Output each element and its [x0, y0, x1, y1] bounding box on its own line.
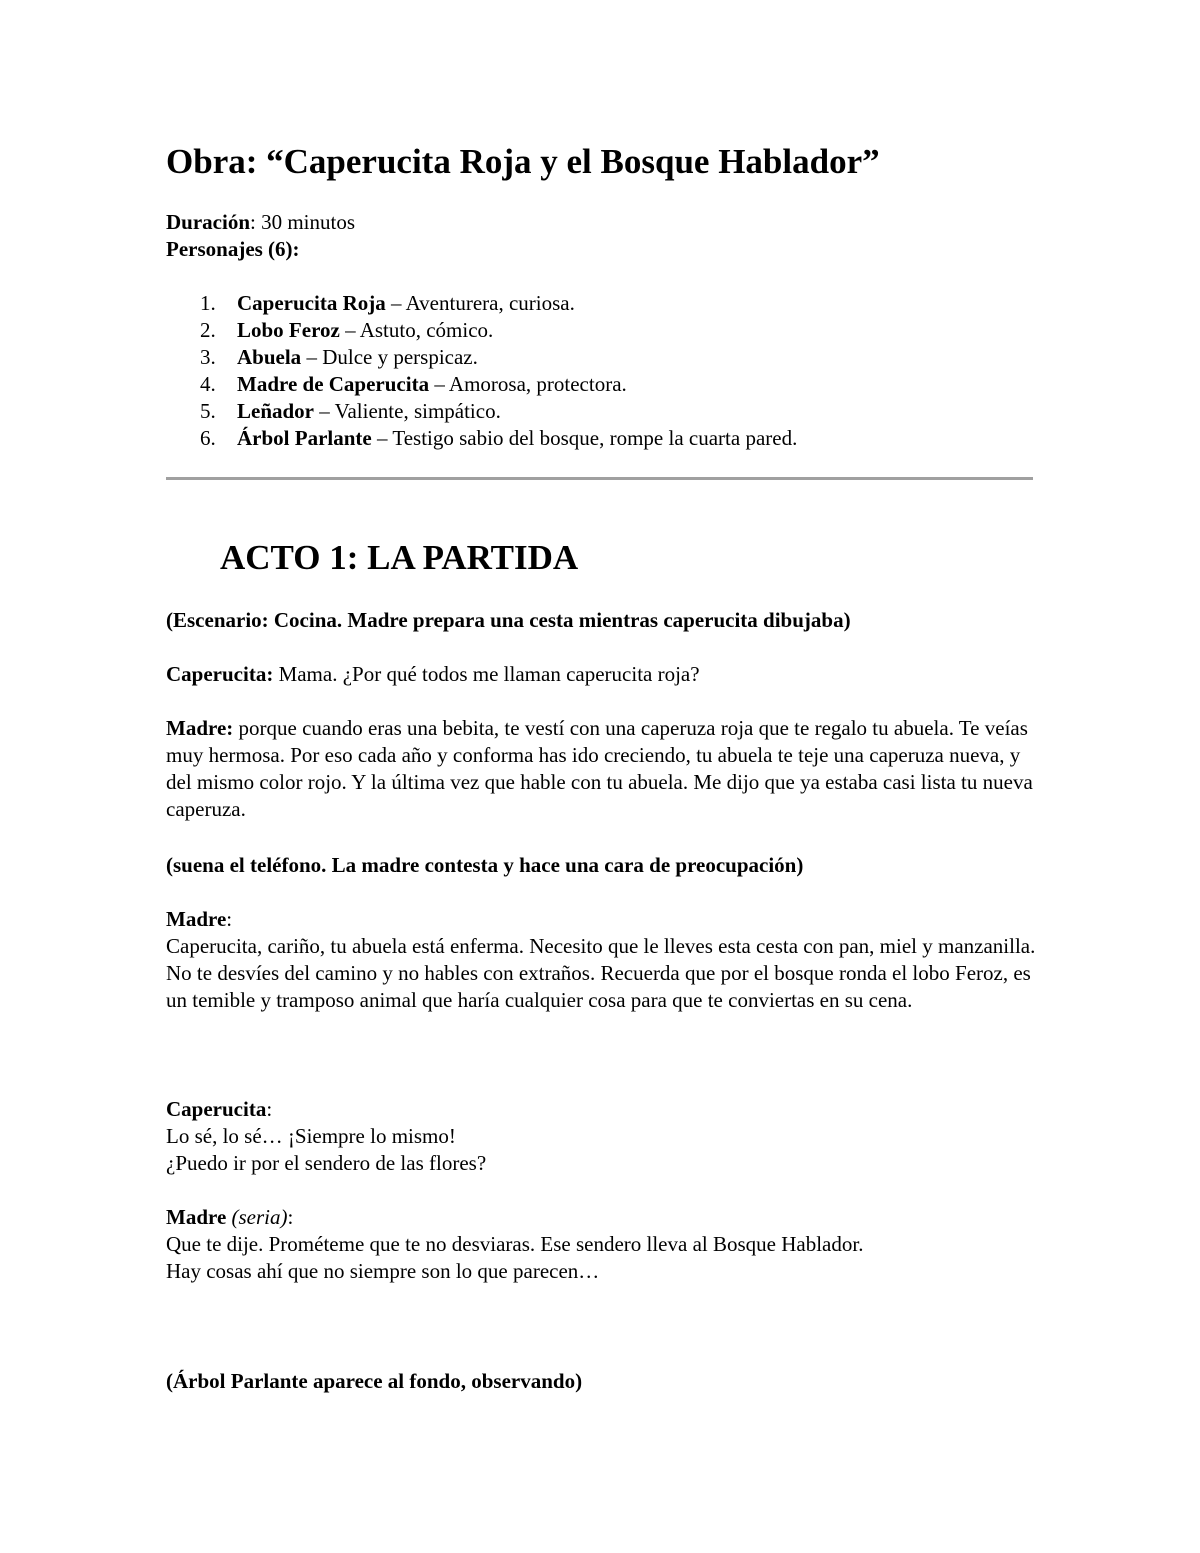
dialogue-text: Hay cosas ahí que no siempre son lo que parecen… — [166, 1259, 600, 1283]
speaker-colon: : — [287, 1205, 294, 1229]
horizontal-divider — [166, 477, 1033, 480]
act-title: ACTO 1: LA PARTIDA — [220, 538, 579, 577]
dialogue-text: porque cuando eras una bebita, te vestí con una caperuza roja que te regalo tu abuela. Te veías muy hermosa. Por eso cada año y conforma has ido creciendo, tu abuela te teje una caperuza nueva, y del mismo color rojo. Y la última vez que hable con tu abuela. Me dijo que ya estaba casi lista tu nueva caperuza. — [166, 716, 1033, 821]
list-number: 3. — [200, 345, 216, 369]
character-name: Madre de Caperucita — [237, 372, 430, 396]
dialogue-text: ¿Puedo ir por el sendero de las flores? — [166, 1151, 487, 1175]
speaker-name: Madre — [166, 1205, 227, 1229]
character-name: Caperucita Roja — [237, 291, 386, 315]
character-item — [166, 317, 797, 344]
character-item — [166, 425, 797, 452]
character-name: Lobo Feroz — [237, 318, 340, 342]
character-description: – Astuto, cómico. — [339, 318, 494, 342]
dialogue-block — [166, 1096, 1036, 1177]
character-description: – Amorosa, protectora. — [429, 372, 627, 396]
character-description: – Aventurera, curiosa. — [385, 291, 575, 315]
dialogue-text: No te desvíes del camino y no hables con extraños. Recuerda que por el bosque ronda el lobo Feroz, es un temible y tramposo animal que haría cualquier cosa para que te conviertas en su cena. — [166, 961, 1031, 1012]
speaker-name: Caperucita — [166, 1097, 267, 1121]
dialogue-block — [166, 906, 1036, 1014]
speaker-line — [166, 1096, 1036, 1123]
stage-direction: (Escenario: Cocina. Madre prepara una cesta mientras caperucita dibujaba) — [166, 608, 851, 632]
stage-direction: (suena el teléfono. La madre contesta y hace una cara de preocupación) — [166, 853, 804, 877]
character-name: Árbol Parlante — [237, 426, 372, 450]
duration-label: Duración — [166, 210, 250, 234]
character-item — [166, 398, 797, 425]
dialogue-text: Mama. ¿Por qué todos me llaman caperucita roja? — [273, 662, 700, 686]
duration-line — [166, 209, 355, 235]
speaker-name: Caperucita: — [166, 662, 274, 686]
speaker-colon: : — [266, 1097, 273, 1121]
play-title: Obra: “Caperucita Roja y el Bosque Hablador” — [166, 142, 880, 181]
speaker-name: Madre: — [166, 716, 234, 740]
dialogue-line — [166, 661, 1036, 688]
character-item — [166, 290, 797, 317]
speaker-line — [166, 1204, 1036, 1231]
characters-list — [166, 290, 797, 452]
list-number: 1. — [200, 291, 216, 315]
speaker-name: Madre — [166, 907, 227, 931]
speaker-line — [166, 906, 1036, 933]
character-name: Abuela — [237, 345, 302, 369]
dialogue-block — [166, 1204, 1036, 1285]
stage-note: (seria) — [231, 1205, 288, 1229]
list-number: 2. — [200, 318, 216, 342]
character-description: – Valiente, simpático. — [314, 399, 501, 423]
stage-direction: (Árbol Parlante aparece al fondo, observando) — [166, 1369, 583, 1393]
list-number: 6. — [200, 426, 216, 450]
character-description: – Dulce y perspicaz. — [301, 345, 478, 369]
duration-value: : 30 minutos — [250, 210, 356, 234]
dialogue-text: Lo sé, lo sé… ¡Siempre lo mismo! — [166, 1124, 456, 1148]
character-name: Leñador — [237, 399, 315, 423]
character-description: – Testigo sabio del bosque, rompe la cuarta pared. — [371, 426, 798, 450]
dialogue-text: Caperucita, cariño, tu abuela está enferma. Necesito que le lleves esta cesta con pan, miel y manzanilla. — [166, 934, 1036, 958]
dialogue-text: Que te dije. Prométeme que te no desviaras. Ese sendero lleva al Bosque Hablador. — [166, 1232, 864, 1256]
character-item — [166, 371, 797, 398]
list-number: 4. — [200, 372, 216, 396]
list-number: 5. — [200, 399, 216, 423]
speaker-colon: : — [226, 907, 233, 931]
dialogue-line — [166, 715, 1036, 823]
characters-heading: Personajes (6): — [166, 237, 300, 261]
character-item — [166, 344, 797, 371]
